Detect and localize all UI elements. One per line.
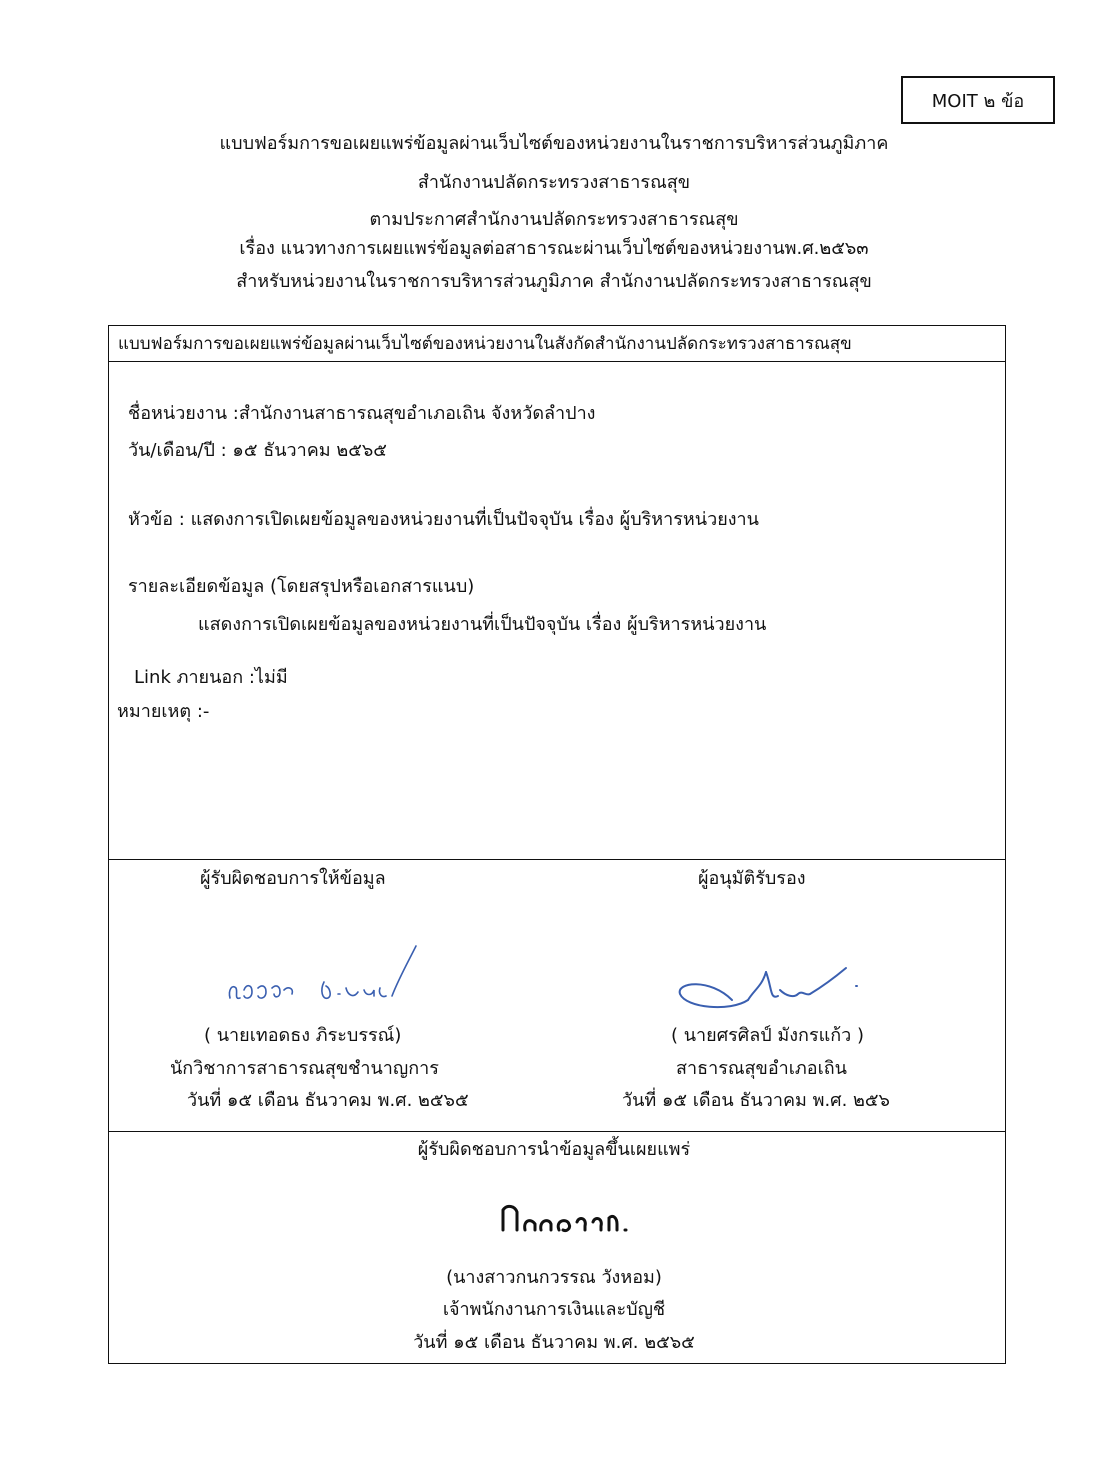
doc-code-badge: MOIT ๒ ข้อ: [901, 76, 1055, 124]
approver-date: วันที่ ๑๕ เดือน ธันวาคม พ.ศ. ๒๕๖: [622, 1090, 890, 1111]
details-text: แสดงการเปิดเผยข้อมูลของหน่วยงานที่เป็นปัจจุบัน เรื่อง ผู้บริหารหน่วยงาน: [198, 614, 767, 635]
form-date: วัน/เดือน/ปี : ๑๕ ธันวาคม ๒๕๖๕: [128, 440, 387, 461]
header-line-5: สำหรับหน่วยงานในราชการบริหารส่วนภูมิภาค สำนักงานปลัดกระทรวงสาธารณสุข: [236, 271, 872, 292]
publisher-heading: ผู้รับผิดชอบการนำข้อมูลขึ้นเผยแพร่: [417, 1139, 691, 1160]
publisher-name: (นางสาวกนกวรรณ วังหอม): [446, 1267, 662, 1288]
approver-position: สาธารณสุขอำเภอเถิน: [676, 1058, 847, 1079]
remark: หมายเหตุ :-: [117, 701, 210, 722]
responsible-heading: ผู้รับผิดชอบการให้ข้อมูล: [200, 868, 386, 889]
responsible-name: ( นายเทอดธง ภิระบรรณ์): [204, 1025, 402, 1046]
external-link: Link ภายนอก :ไม่มี: [134, 667, 288, 688]
approver-signature: [670, 960, 870, 1016]
responsible-position: นักวิชาการสาธารณสุขชำนาญการ: [170, 1058, 439, 1079]
publisher-position: เจ้าพนักงานการเงินและบัญชี: [442, 1299, 666, 1320]
signature-section-divider: [108, 859, 1006, 860]
details-label: รายละเอียดข้อมูล (โดยสรุปหรือเอกสารแนบ): [128, 576, 475, 597]
responsible-signature: [222, 940, 422, 1010]
header-line-1: แบบฟอร์มการขอเผยแพร่ข้อมูลผ่านเว็บไซต์ของหน่วยงานในราชการบริหารส่วนภูมิภาค: [219, 133, 889, 154]
topic: หัวข้อ : แสดงการเปิดเผยข้อมูลของหน่วยงานที่เป็นปัจจุบัน เรื่อง ผู้บริหารหน่วยงาน: [128, 509, 759, 530]
header-line-3: ตามประกาศสำนักงานปลัดกระทรวงสาธารณสุข: [369, 209, 739, 230]
publisher-section-divider: [108, 1131, 1006, 1132]
header-line-4: เรื่อง แนวทางการเผยแพร่ข้อมูลต่อสาธารณะผ่านเว็บไซต์ของหน่วยงานพ.ศ.๒๕๖๓: [239, 238, 869, 259]
responsible-date: วันที่ ๑๕ เดือน ธันวาคม พ.ศ. ๒๕๖๕: [187, 1090, 469, 1111]
agency-name: ชื่อหน่วยงาน :สำนักงานสาธารณสุขอำเภอเถิน จังหวัดลำปาง: [128, 403, 596, 424]
approver-heading: ผู้อนุมัติรับรอง: [698, 868, 806, 889]
header-line-2: สำนักงานปลัดกระทรวงสาธารณสุข: [417, 172, 691, 193]
table-title: แบบฟอร์มการขอเผยแพร่ข้อมูลผ่านเว็บไซต์ของหน่วยงานในสังกัดสำนักงานปลัดกระทรวงสาธารณสุข: [118, 334, 852, 354]
publisher-signature: [497, 1196, 637, 1236]
approver-name: ( นายศรศิลป์ มังกรแก้ว ): [671, 1025, 864, 1046]
publisher-date: วันที่ ๑๕ เดือน ธันวาคม พ.ศ. ๒๕๖๕: [413, 1332, 695, 1353]
table-title-divider: [108, 361, 1006, 362]
